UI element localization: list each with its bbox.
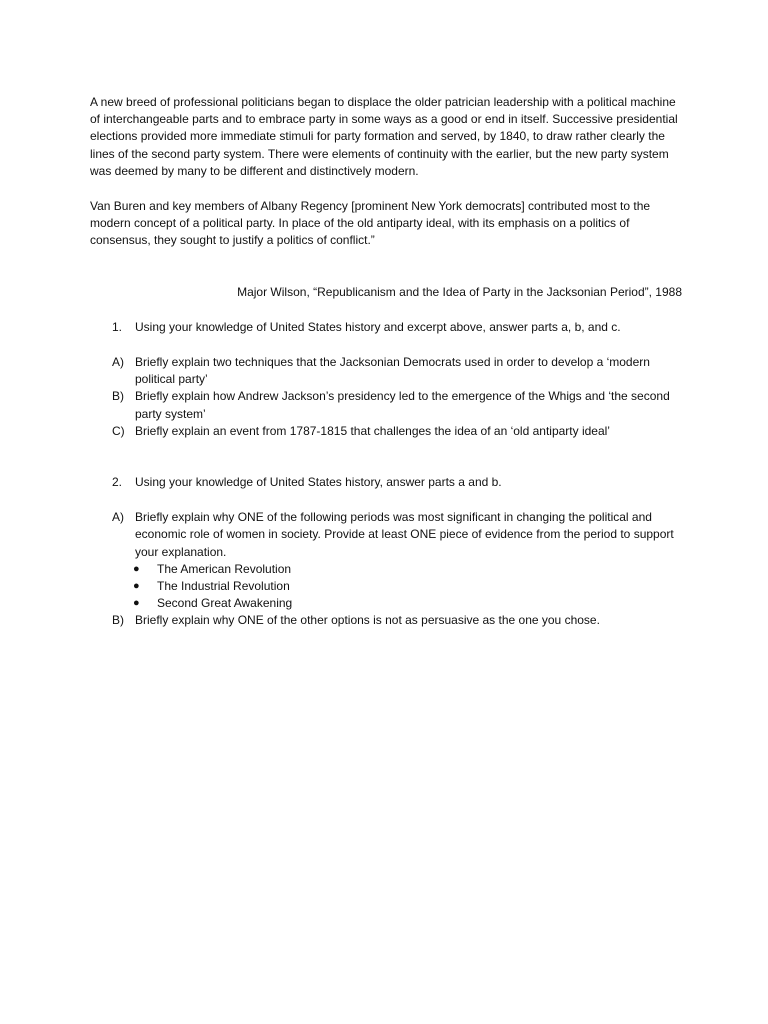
- question-1: [90, 319, 682, 336]
- part-text: Briefly explain how Andrew Jackson’s presidency led to the emergence of the Whigs and ‘the second party system’: [135, 389, 670, 421]
- question-prompt: Using your knowledge of United States history, answer parts a and b.: [135, 475, 502, 490]
- excerpt-paragraph-1: A new breed of professional politicians began to displace the older patrician leadership with a political machine of interchangeable parts and to embrace party in some ways as a good or end in itself. Successive presidential elections provided more immediate stimuli for party formation and served, by 1840, to draw rather clearly the lines of the second party system. There were elements of continuity with the earlier, but the new party system was deemed by many to be different and distinctively modern.: [90, 95, 678, 178]
- option-text: Second Great Awakening: [157, 596, 293, 611]
- question-number: 2.: [112, 475, 123, 490]
- list-item: [90, 578, 682, 595]
- question-2-part-a: [90, 509, 682, 561]
- question-prompt: Using your knowledge of United States history and excerpt above, answer parts a, b, and c.: [135, 319, 621, 334]
- part-letter: B): [112, 389, 124, 404]
- question-1-part-b: [90, 388, 682, 422]
- part-text: Briefly explain an event from 1787-1815 that challenges the idea of an ‘old antiparty ideal’: [135, 423, 610, 438]
- part-letter: B): [112, 613, 124, 628]
- part-text: Briefly explain why ONE of the other options is not as persuasive as the one you chose.: [135, 613, 600, 628]
- bullet-icon: ●: [133, 562, 140, 575]
- part-text: Briefly explain why ONE of the following periods was most significant in changing the political and economic role of women in society. Provide at least ONE piece of evidence from the period to support your explanation.: [135, 510, 674, 559]
- question-2: [90, 474, 682, 491]
- option-text: The American Revolution: [157, 561, 292, 576]
- question-number: 1.: [112, 319, 123, 334]
- part-letter: C): [112, 423, 125, 438]
- part-text: Briefly explain two techniques that the Jacksonian Democrats used in order to develop a ‘modern political party’: [135, 355, 650, 387]
- document-page: [90, 94, 682, 630]
- period-options-list: [90, 561, 682, 613]
- question-1-part-a: [90, 354, 682, 388]
- list-item: [90, 595, 682, 612]
- part-letter: A): [112, 510, 124, 525]
- part-letter: A): [112, 355, 124, 370]
- list-item: [90, 561, 682, 578]
- question-1-part-c: [90, 423, 682, 440]
- bullet-icon: ●: [133, 597, 140, 610]
- bullet-icon: ●: [133, 580, 140, 593]
- question-2-part-b: [90, 612, 682, 629]
- excerpt-paragraph-2: Van Buren and key members of Albany Regency [prominent New York democrats] contributed most to the modern concept of a political party. In place of the old antiparty ideal, with its emphasis on a politics of consensus, they sought to justify a politics of conflict.”: [90, 199, 651, 248]
- citation: Major Wilson, “Republicanism and the Idea of Party in the Jacksonian Period”, 1988: [237, 284, 682, 299]
- option-text: The Industrial Revolution: [157, 579, 290, 594]
